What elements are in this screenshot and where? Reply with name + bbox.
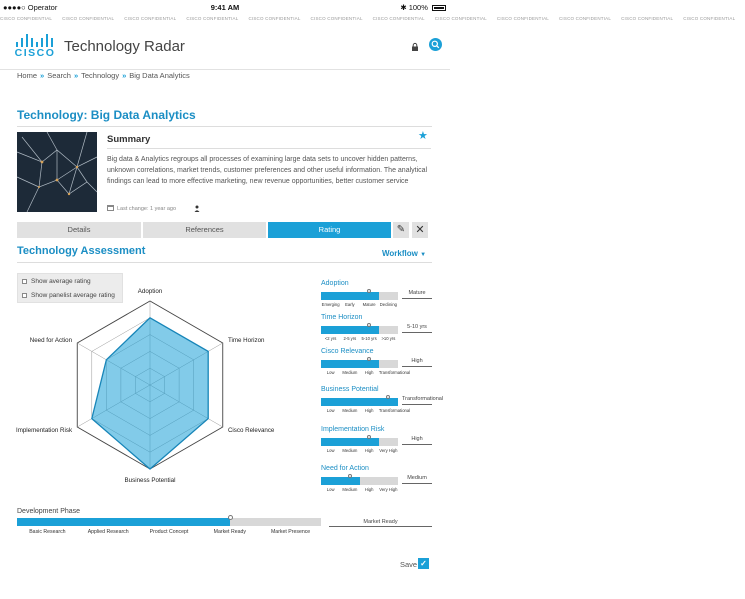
development-phase-tick: Market Presence bbox=[270, 529, 311, 535]
clock: 9:41 AM bbox=[210, 3, 240, 12]
save-checkbox[interactable] bbox=[418, 558, 429, 569]
last-change-label: Last change: 1 year ago bbox=[117, 206, 177, 212]
slider-tick-label: Very High bbox=[379, 487, 398, 492]
radar-axis-label: Adoption bbox=[137, 288, 163, 295]
calendar-icon bbox=[107, 205, 114, 211]
slider-tick-label: Low bbox=[326, 448, 335, 453]
divider bbox=[402, 366, 432, 367]
radar-axis-label: Implementation Risk bbox=[15, 427, 73, 434]
pencil-icon: ✎ bbox=[396, 224, 406, 235]
tab-rating[interactable]: Rating bbox=[268, 222, 391, 238]
person-icon[interactable] bbox=[194, 205, 200, 212]
slider-fill bbox=[321, 360, 379, 368]
battery-icon bbox=[432, 5, 446, 11]
confidential-label: CISCO CONFIDENTIAL bbox=[0, 16, 53, 21]
confidential-label: CISCO CONFIDENTIAL bbox=[683, 16, 736, 21]
breadcrumb-home[interactable]: Home bbox=[17, 71, 38, 80]
slider-value: High bbox=[411, 436, 423, 442]
radar-series bbox=[92, 318, 208, 469]
confidential-label: CISCO CONFIDENTIAL bbox=[621, 16, 674, 21]
divider bbox=[402, 483, 432, 484]
app-header bbox=[0, 24, 450, 70]
rating-slider[interactable] bbox=[321, 477, 398, 485]
slider-tick-label: Medium bbox=[342, 370, 358, 375]
workflow-dropdown[interactable] bbox=[382, 249, 426, 258]
confidential-label: CISCO CONFIDENTIAL bbox=[372, 16, 425, 21]
development-phase-tick: Basic Research bbox=[29, 529, 66, 535]
rating-slider[interactable] bbox=[321, 398, 398, 406]
slider-tick-label: Low bbox=[326, 370, 335, 375]
divider bbox=[329, 526, 432, 527]
slider-value: Medium bbox=[407, 475, 427, 481]
cisco-logo[interactable] bbox=[13, 33, 57, 61]
rating-slider[interactable] bbox=[321, 360, 398, 368]
slider-fill bbox=[321, 477, 360, 485]
carrier-signal: ●●●●○ Operator bbox=[3, 3, 58, 12]
development-phase-ticks bbox=[17, 529, 321, 537]
workflow-label: Workflow bbox=[382, 249, 418, 258]
slider-tick-label: Very High bbox=[379, 448, 398, 453]
divider bbox=[17, 126, 432, 127]
slider-handle[interactable] bbox=[228, 515, 233, 520]
slider-tick-label: Early bbox=[345, 302, 355, 307]
divider bbox=[402, 444, 432, 445]
slider-title: Implementation Risk bbox=[321, 426, 385, 433]
confidential-label: CISCO CONFIDENTIAL bbox=[248, 16, 301, 21]
rating-slider[interactable] bbox=[321, 326, 398, 334]
checkbox-label: Show average rating bbox=[31, 278, 91, 285]
slider-title: Time Horizon bbox=[321, 314, 363, 321]
radar-axis-label: Business Potential bbox=[124, 477, 176, 484]
save-label: Save bbox=[400, 560, 418, 569]
edit-button[interactable] bbox=[393, 222, 409, 238]
search-button[interactable] bbox=[429, 38, 442, 51]
rating-slider[interactable] bbox=[321, 438, 398, 446]
summary-text: Big data & Analytics regroups all processes of examining large data sets to uncover hidden patterns, unknown correlations, market trends, customer preferences and other useful information. The analytical findings can lead to more effective marketing, new revenue opportunities, better customer service bbox=[107, 156, 428, 185]
chevron-right-icon: » bbox=[73, 71, 79, 80]
slider-title: Business Potential bbox=[321, 386, 379, 393]
page-title: Technology: Big Data Analytics bbox=[17, 108, 196, 122]
slider-tick-label: Low bbox=[326, 408, 335, 413]
divider bbox=[402, 332, 432, 333]
slider-tick-label: Medium bbox=[342, 408, 358, 413]
slider-tick-label: Low bbox=[326, 487, 335, 492]
slider-tick-label: High bbox=[364, 487, 374, 492]
chevron-right-icon: » bbox=[40, 71, 45, 80]
slider-fill bbox=[321, 292, 379, 300]
slider-tick-label: Transformational bbox=[378, 370, 411, 375]
tab-references[interactable]: References bbox=[143, 222, 266, 238]
slider-tick-label: High bbox=[364, 370, 374, 375]
development-phase-value: Market Ready bbox=[363, 519, 398, 525]
slider-title: Cisco Relevance bbox=[321, 348, 374, 355]
technology-image bbox=[17, 132, 97, 212]
divider bbox=[107, 148, 431, 149]
confidential-label: CISCO CONFIDENTIAL bbox=[124, 16, 177, 21]
slider-value: Transformational bbox=[402, 396, 444, 402]
slider-fill bbox=[321, 326, 379, 334]
close-button[interactable] bbox=[412, 222, 428, 238]
tab-details[interactable]: Details bbox=[17, 222, 141, 238]
last-change bbox=[107, 205, 176, 212]
slider-tick-label: Medium bbox=[342, 487, 358, 492]
slider-tick-label: <2 yrs bbox=[324, 336, 337, 341]
development-phase-tick: Product Concept bbox=[149, 529, 189, 535]
confidential-label: CISCO CONFIDENTIAL bbox=[310, 16, 363, 21]
slider-tick-label: Mature bbox=[362, 302, 376, 307]
slider-title: Need for Action bbox=[321, 465, 369, 472]
assessment-title: Technology Assessment bbox=[17, 245, 146, 257]
development-phase-tick: Applied Research bbox=[87, 529, 129, 535]
slider-title: Adoption bbox=[321, 280, 349, 287]
slider-handle[interactable] bbox=[348, 474, 352, 478]
logo-wordmark: CISCO bbox=[14, 47, 56, 59]
checkbox-icon bbox=[22, 279, 27, 284]
status-bar bbox=[0, 0, 450, 14]
app-title: Technology Radar bbox=[64, 38, 185, 55]
battery-label: 100% bbox=[408, 3, 428, 12]
confidential-label: CISCO CONFIDENTIAL bbox=[496, 16, 549, 21]
radar-axis-label: Need for Action bbox=[29, 337, 73, 344]
rating-slider[interactable] bbox=[321, 292, 398, 300]
slider-tick-label: Medium bbox=[342, 448, 358, 453]
divider bbox=[17, 262, 432, 263]
chevron-down-icon: ▼ bbox=[420, 252, 427, 258]
search-icon bbox=[429, 38, 442, 51]
breadcrumb bbox=[17, 71, 190, 80]
confidential-banner bbox=[0, 14, 736, 24]
slider-fill bbox=[321, 398, 398, 406]
show-average-checkbox[interactable] bbox=[22, 278, 91, 285]
chevron-right-icon: » bbox=[122, 71, 127, 80]
breadcrumb-technology[interactable]: Technology bbox=[81, 71, 120, 80]
close-icon: ✕ bbox=[415, 224, 425, 236]
bluetooth-icon: ✱ bbox=[400, 3, 407, 12]
confidential-label: CISCO CONFIDENTIAL bbox=[186, 16, 239, 21]
development-phase-label: Development Phase bbox=[17, 508, 81, 515]
slider-value: Mature bbox=[408, 290, 426, 296]
battery-status bbox=[400, 3, 446, 12]
breadcrumb-current: Big Data Analytics bbox=[129, 71, 190, 80]
slider-tick-label: Transformational bbox=[378, 408, 411, 413]
development-phase-fill bbox=[17, 518, 230, 526]
slider-tick-label: Emerging bbox=[321, 302, 340, 307]
slider-fill bbox=[321, 438, 379, 446]
cisco-bars-icon bbox=[15, 33, 55, 47]
lock-icon[interactable] bbox=[411, 43, 419, 51]
star-icon[interactable]: ★ bbox=[418, 130, 428, 142]
confidential-label: CISCO CONFIDENTIAL bbox=[558, 16, 612, 21]
slider-tick-label: Declining bbox=[379, 302, 397, 307]
slider-tick-label: High bbox=[364, 448, 374, 453]
slider-tick-label: >10 yrs bbox=[381, 336, 396, 341]
radar-axis-label: Cisco Relevance bbox=[227, 427, 275, 434]
summary-heading: Summary bbox=[107, 134, 151, 145]
slider-value: 5-10 yrs bbox=[407, 324, 427, 330]
divider bbox=[402, 404, 432, 405]
radar-chart bbox=[0, 285, 300, 484]
divider bbox=[402, 298, 432, 299]
confidential-label: CISCO CONFIDENTIAL bbox=[62, 16, 115, 21]
slider-value: High bbox=[411, 358, 423, 364]
checkbox-label: Show panelist average rating bbox=[31, 292, 115, 299]
confidential-label: CISCO CONFIDENTIAL bbox=[434, 16, 487, 21]
slider-tick-label: High bbox=[364, 408, 374, 413]
breadcrumb-search[interactable]: Search bbox=[47, 71, 71, 80]
slider-tick-label: 5-10 yrs bbox=[361, 336, 377, 341]
slider-tick-label: 2-5 yrs bbox=[343, 336, 357, 341]
development-phase-tick: Market Ready bbox=[213, 529, 246, 535]
development-phase-slider[interactable] bbox=[17, 518, 321, 526]
radar-axis-label: Time Horizon bbox=[227, 337, 265, 344]
checkmark-icon: ✓ bbox=[420, 559, 427, 568]
